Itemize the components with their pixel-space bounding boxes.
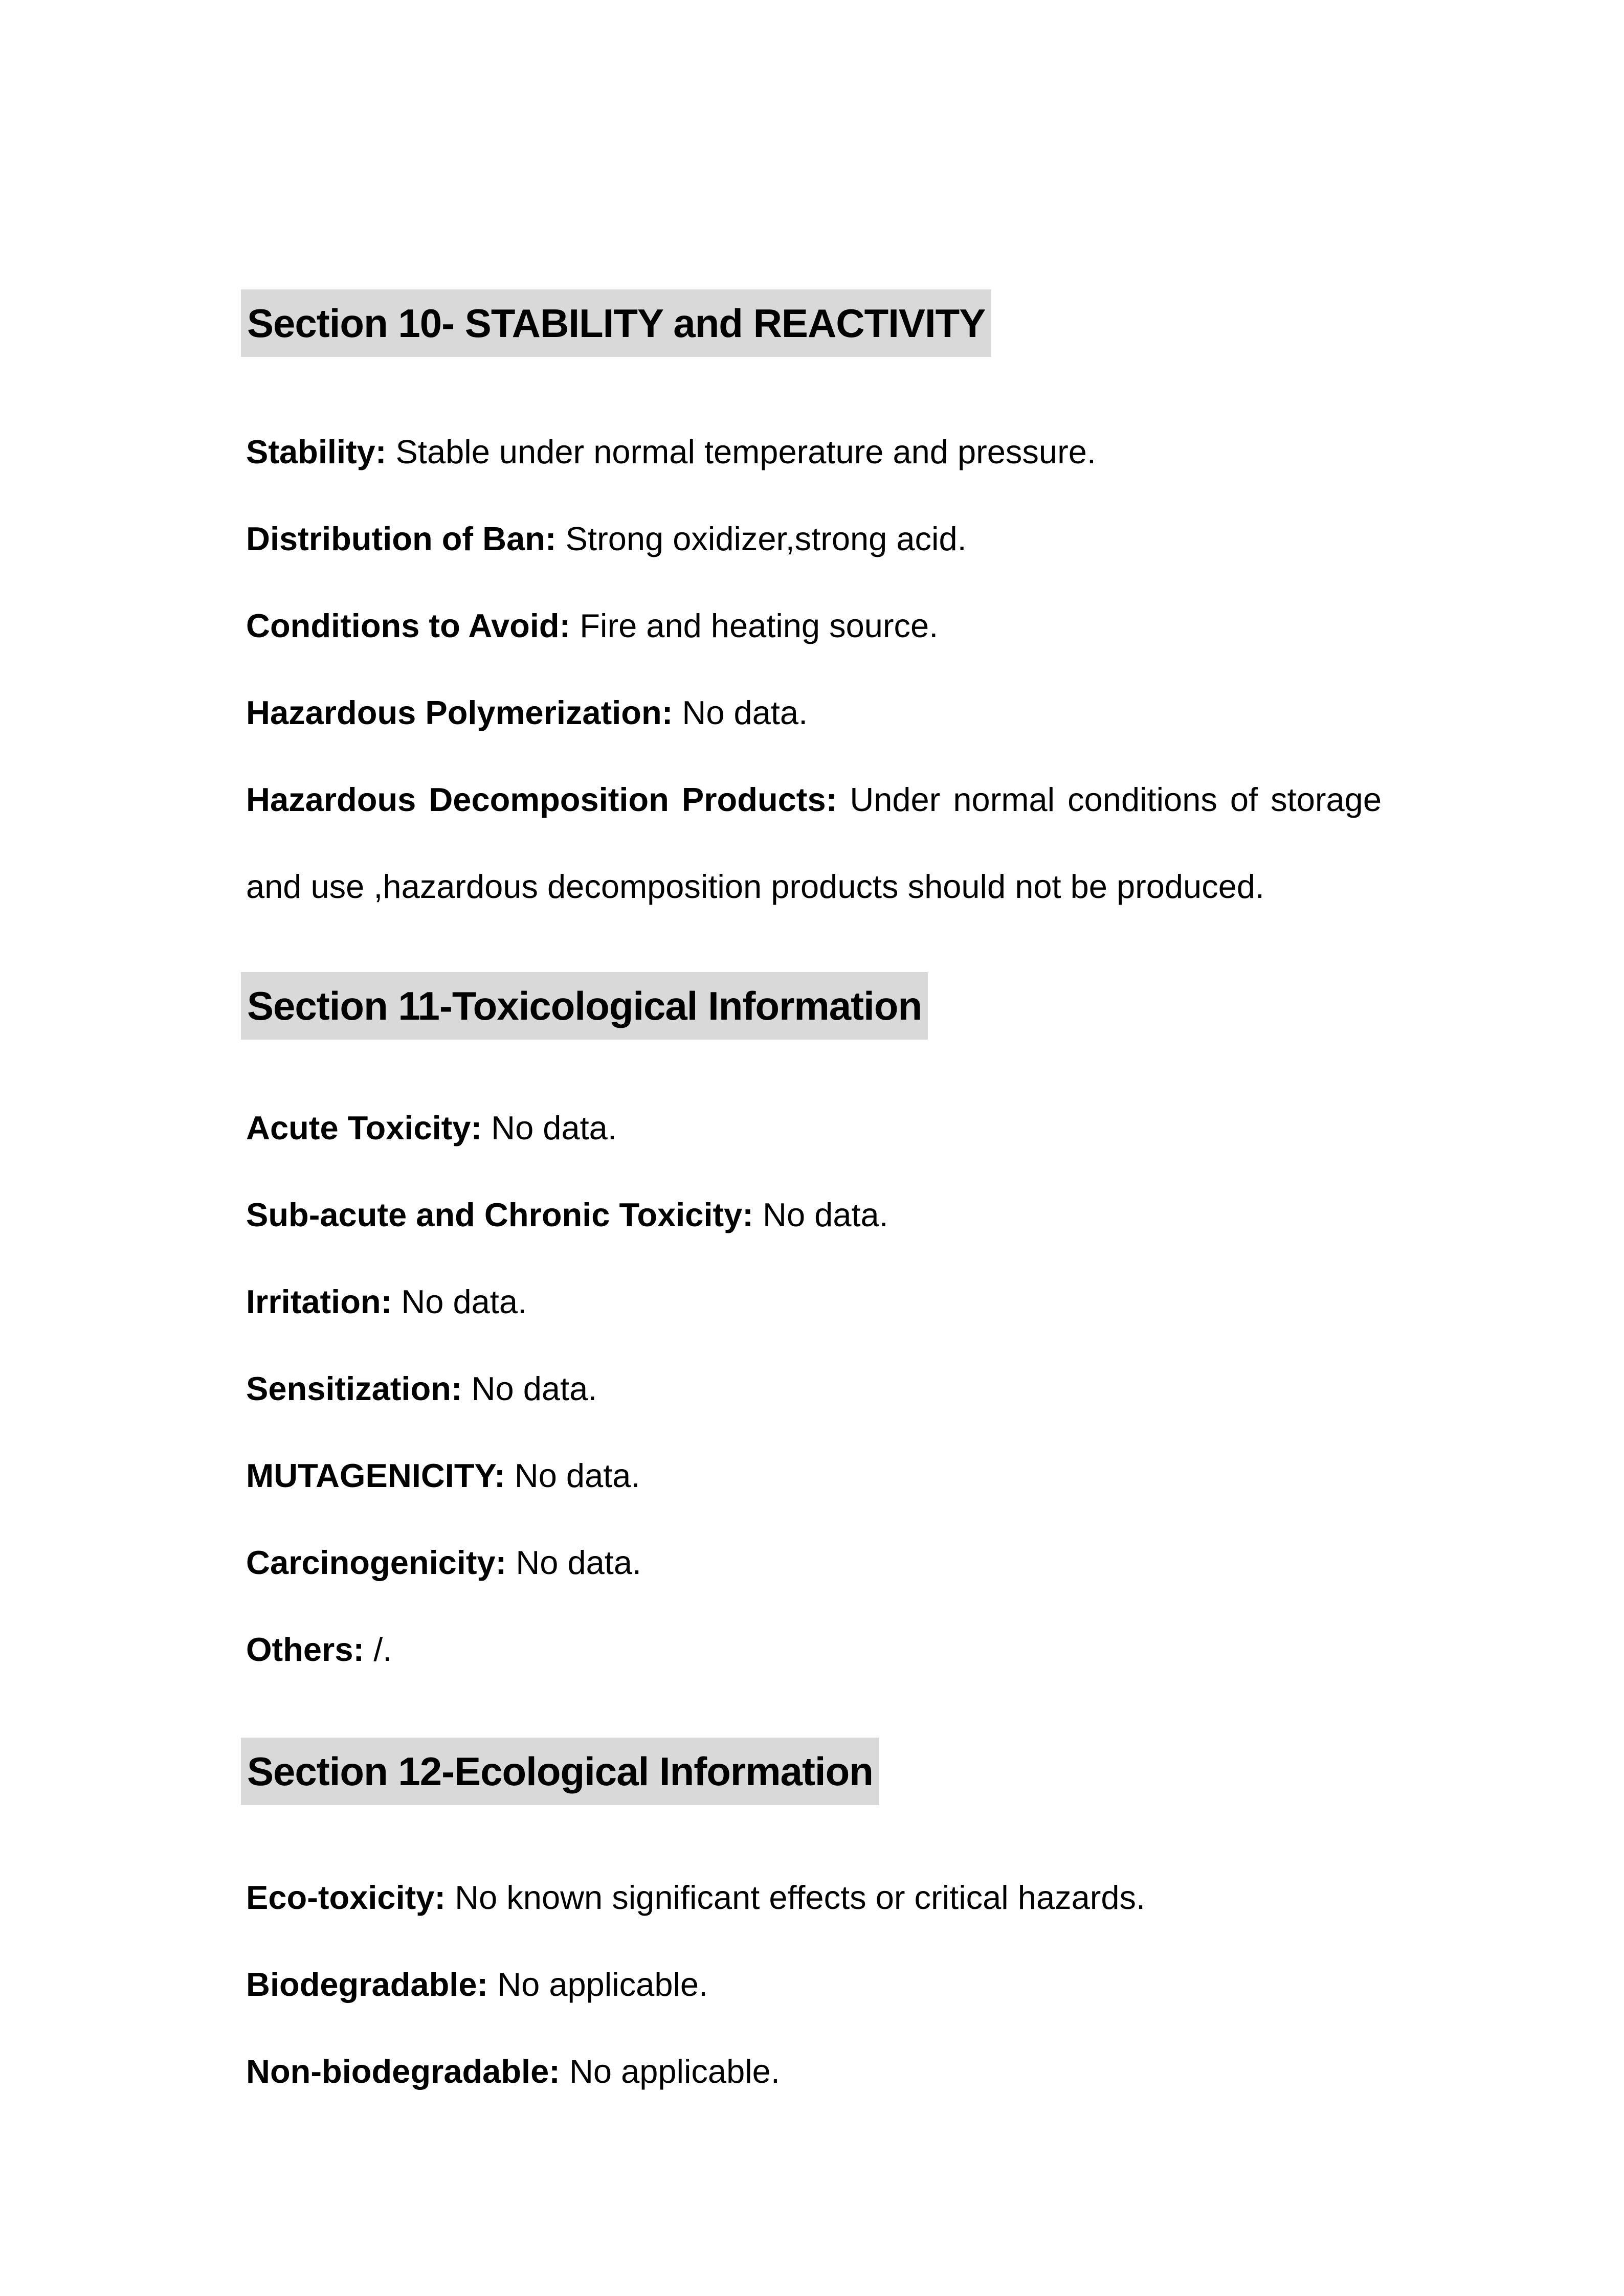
field-value: Fire and heating source. (580, 607, 939, 644)
field-label: Conditions to Avoid: (246, 607, 571, 644)
field-row-hazardous-decomposition-continuation (246, 867, 1264, 906)
field-row-sub-acute-chronic-toxicity (246, 1196, 888, 1234)
field-row-others (246, 1630, 392, 1669)
field-value: No data. (514, 1457, 640, 1494)
field-value: No data. (471, 1370, 597, 1407)
field-label: Hazardous Decomposition Products: (246, 781, 837, 818)
field-label: Non-biodegradable: (246, 2053, 560, 2090)
field-label: Hazardous Polymerization: (246, 694, 673, 731)
field-row-distribution-of-ban (246, 520, 967, 558)
field-value: No applicable. (497, 1966, 708, 2003)
field-row-irritation (246, 1282, 527, 1321)
field-value: Stable under normal temperature and pressure. (395, 433, 1096, 470)
field-value: No data. (491, 1109, 617, 1146)
field-label: Acute Toxicity: (246, 1109, 482, 1146)
field-row-acute-toxicity (246, 1109, 617, 1147)
field-value: Under normal conditions of storage (850, 781, 1382, 818)
field-row-biodegradable (246, 1965, 708, 2004)
field-label: MUTAGENICITY: (246, 1457, 505, 1494)
field-value: and use ,hazardous decomposition products should not be produced. (246, 868, 1265, 905)
field-value: No known significant effects or critical hazards. (455, 1879, 1146, 1916)
field-value: No data. (763, 1196, 888, 1233)
section-12-heading: Section 12-Ecological Information (241, 1738, 879, 1805)
field-value: No data. (682, 694, 808, 731)
field-row-stability (246, 433, 1096, 471)
field-value: No applicable. (569, 2053, 780, 2090)
field-row-hazardous-polymerization (246, 693, 808, 732)
field-label: Distribution of Ban: (246, 520, 557, 557)
field-row-conditions-to-avoid (246, 606, 938, 645)
field-value: /. (373, 1631, 392, 1668)
field-row-sensitization (246, 1369, 597, 1408)
field-label: Others: (246, 1631, 365, 1668)
section-10-heading: Section 10- STABILITY and REACTIVITY (241, 289, 991, 357)
field-value: No data. (516, 1544, 642, 1581)
section-11-heading: Section 11-Toxicological Information (241, 972, 928, 1040)
field-row-non-biodegradable (246, 2052, 780, 2091)
field-row-eco-toxicity (246, 1878, 1145, 1917)
field-row-carcinogenicity (246, 1543, 641, 1582)
field-label: Irritation: (246, 1283, 392, 1320)
field-value: Strong oxidizer,strong acid. (565, 520, 967, 557)
field-label: Sub-acute and Chronic Toxicity: (246, 1196, 753, 1233)
field-row-mutagenicity (246, 1456, 640, 1495)
field-label: Biodegradable: (246, 1966, 488, 2003)
field-label: Carcinogenicity: (246, 1544, 507, 1581)
field-label: Sensitization: (246, 1370, 462, 1407)
field-label: Stability: (246, 433, 387, 470)
field-row-hazardous-decomposition-products (246, 780, 1382, 819)
field-label: Eco-toxicity: (246, 1879, 446, 1916)
field-value: No data. (401, 1283, 527, 1320)
